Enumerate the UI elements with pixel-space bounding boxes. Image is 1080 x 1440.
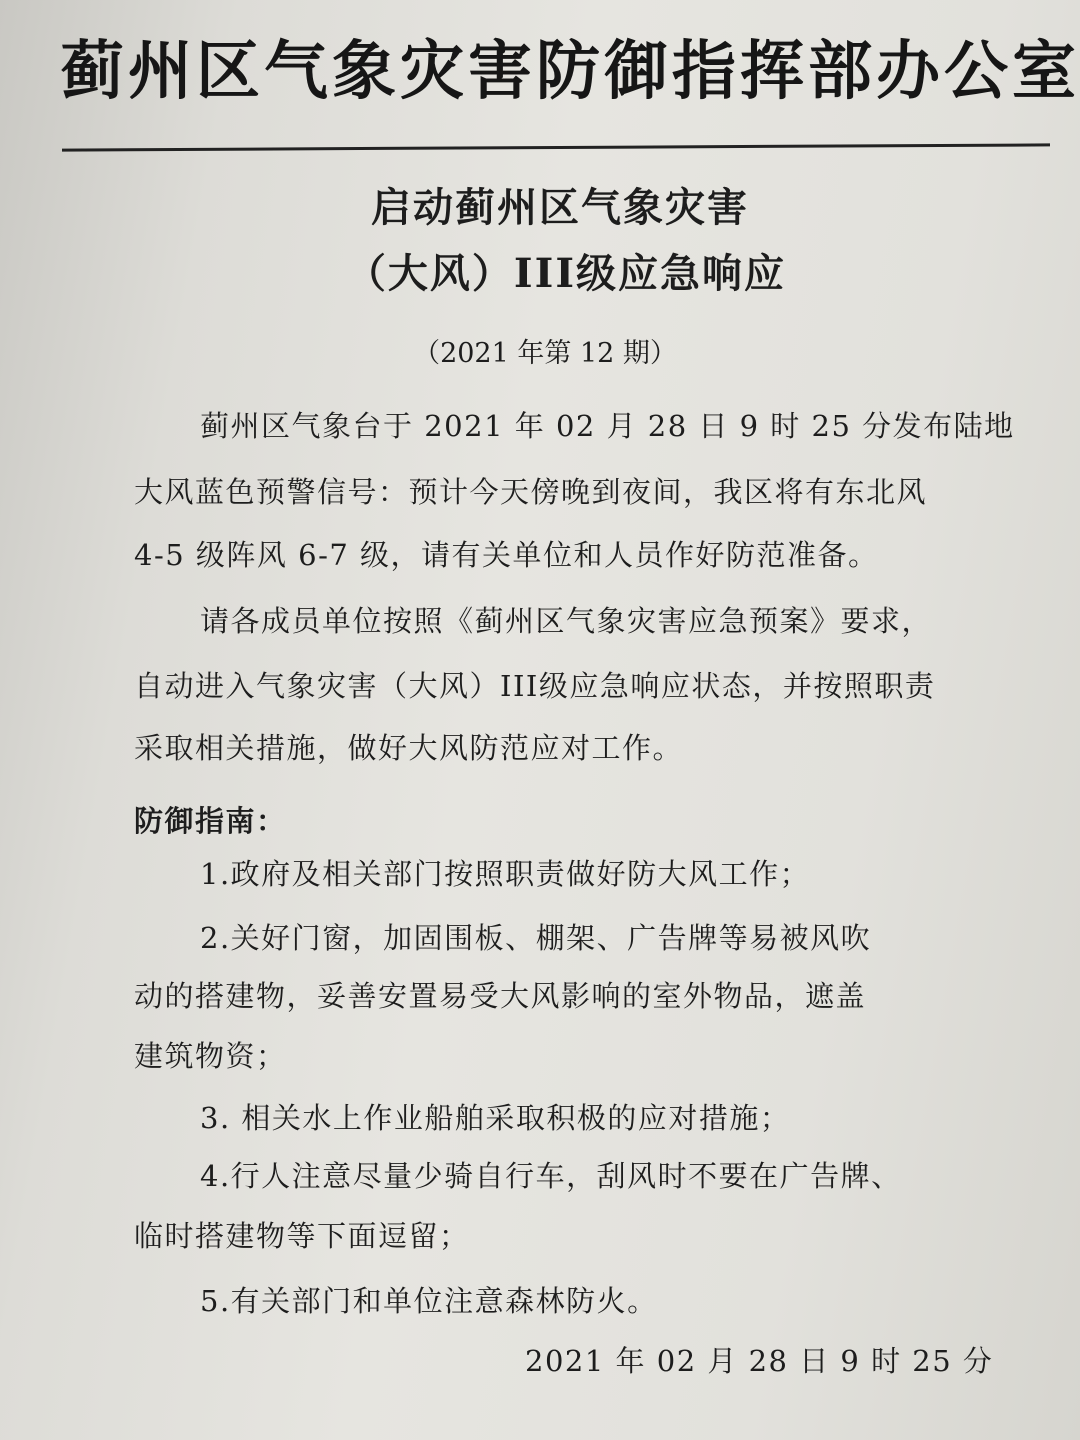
guide-item: 建筑物资； <box>134 1039 287 1073</box>
paragraph-2-line: 自动进入气象灾害（大风）III级应急响应状态，并按照职责 <box>134 669 936 703</box>
guide-heading: 防御指南： <box>134 804 287 838</box>
header-divider <box>62 143 1050 151</box>
issue-number: （2021 年第 12 期） <box>413 338 677 369</box>
guide-item: 3. 相关水上作业船舶采取积极的应对措施； <box>200 1101 791 1135</box>
organization-header: 蓟州区气象灾害防御指挥部办公室 <box>60 35 1080 109</box>
guide-item: 4.行人注意尽量少骑自行车，刮风时不要在广告牌、 <box>200 1159 902 1193</box>
paragraph-2-line: 采取相关措施，做好大风防范应对工作。 <box>134 731 684 765</box>
paragraph-1-line: 4-5 级阵风 6-7 级，请有关单位和人员作好防范准备。 <box>134 538 879 572</box>
paragraph-1-line: 蓟州区气象台于 2021 年 02 月 28 日 9 时 25 分发布陆地 <box>200 409 1015 443</box>
paragraph-2-line: 请各成员单位按照《蓟州区气象灾害应急预案》要求， <box>200 604 933 638</box>
issue-date: 2021 年 02 月 28 日 9 时 25 分 <box>525 1344 994 1378</box>
guide-item: 临时搭建物等下面逗留； <box>134 1219 470 1253</box>
guide-item: 5.有关部门和单位注意森林防火。 <box>200 1284 658 1318</box>
guide-item: 2.关好门窗，加固围板、棚架、广告牌等易被风吹 <box>200 921 872 955</box>
document-title-line-1: 启动蓟州区气象灾害 <box>371 184 749 231</box>
guide-item: 动的搭建物，妥善安置易受大风影响的室外物品，遮盖 <box>134 979 867 1013</box>
guide-item: 1.政府及相关部门按照职责做好防大风工作； <box>200 857 811 891</box>
document-title-line-2: （大风）III级应急响应 <box>345 250 787 297</box>
paragraph-1-line: 大风蓝色预警信号：预计今天傍晚到夜间，我区将有东北风 <box>134 475 928 509</box>
